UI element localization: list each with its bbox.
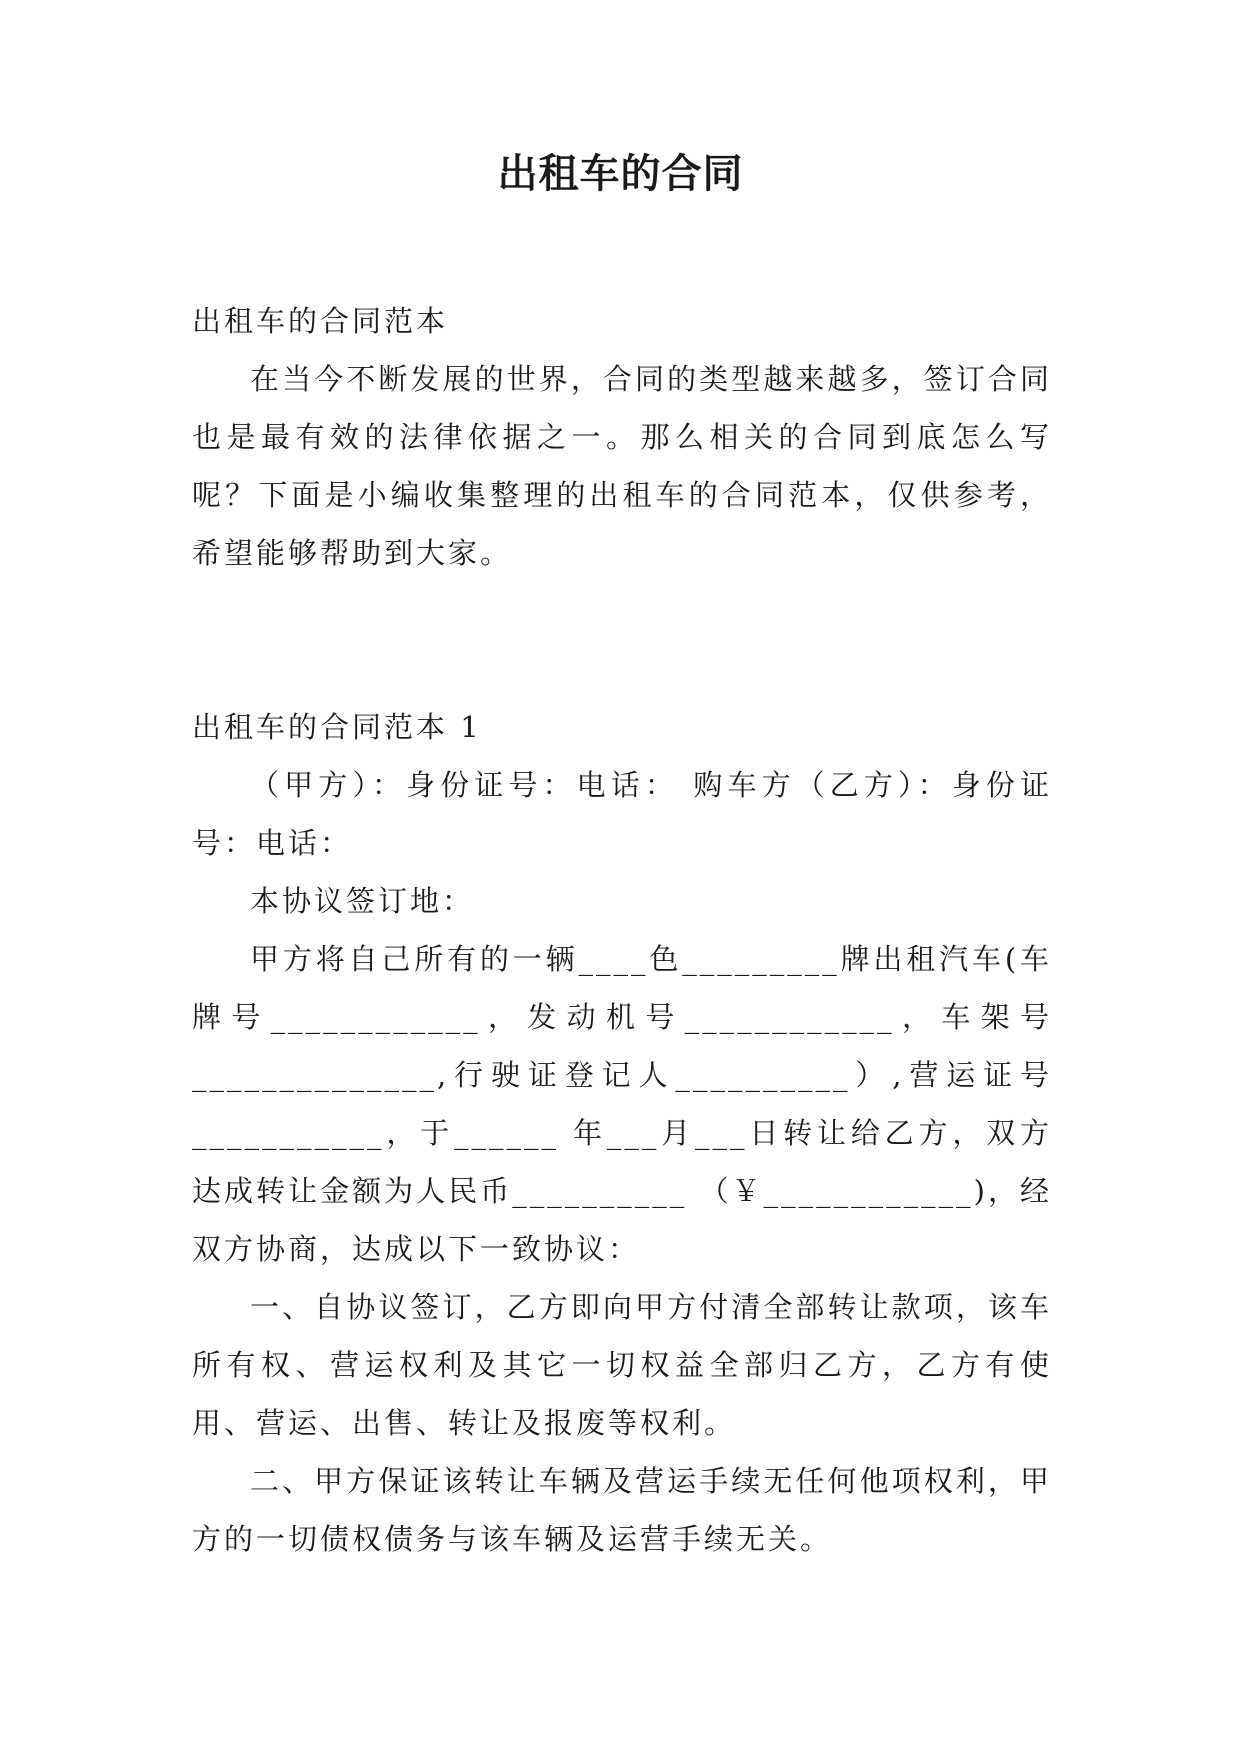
section-heading-intro: 出租车的合同范本 — [192, 304, 449, 338]
parties-paragraph: （甲方）：身份证号：电话： 购车方（乙方）：身份证号：电话： — [192, 768, 1052, 860]
section-spacer — [192, 582, 1052, 698]
vehicle-clause-paragraph: 甲方将自己所有的一辆____色_________牌出租汽车(车牌号____________，发动机号____________，车架号______________,行驶证登记人__________）,营运证号___________，于______ 年___月___日转让给乙方，双方达成转让金额为人民币__________ （￥____________)，经双方协商，达成以下一致协议： — [192, 942, 1052, 1266]
clause-2-paragraph: 二、甲方保证该转让车辆及营运手续无任何他项权利，甲方的一切债权债务与该车辆及运营手续无关。 — [192, 1464, 1052, 1556]
clause-1-paragraph: 一、自协议签订，乙方即向甲方付清全部转让款项，该车所有权、营运权利及其它一切权益全部归乙方，乙方有使用、营运、出售、转让及报废等权利。 — [192, 1290, 1052, 1440]
document-title: 出租车的合同 — [497, 151, 744, 197]
section-heading-contract-1: 出租车的合同范本 1 — [192, 710, 482, 744]
document-body — [192, 292, 1052, 1568]
intro-paragraph: 在当今不断发展的世界，合同的类型越来越多，签订合同也是最有效的法律依据之一。那么相关的合同到底怎么写呢？下面是小编收集整理的出租车的合同范本，仅供参考，希望能够帮助到大家。 — [192, 362, 1052, 570]
signing-place-paragraph: 本协议签订地： — [250, 884, 475, 918]
